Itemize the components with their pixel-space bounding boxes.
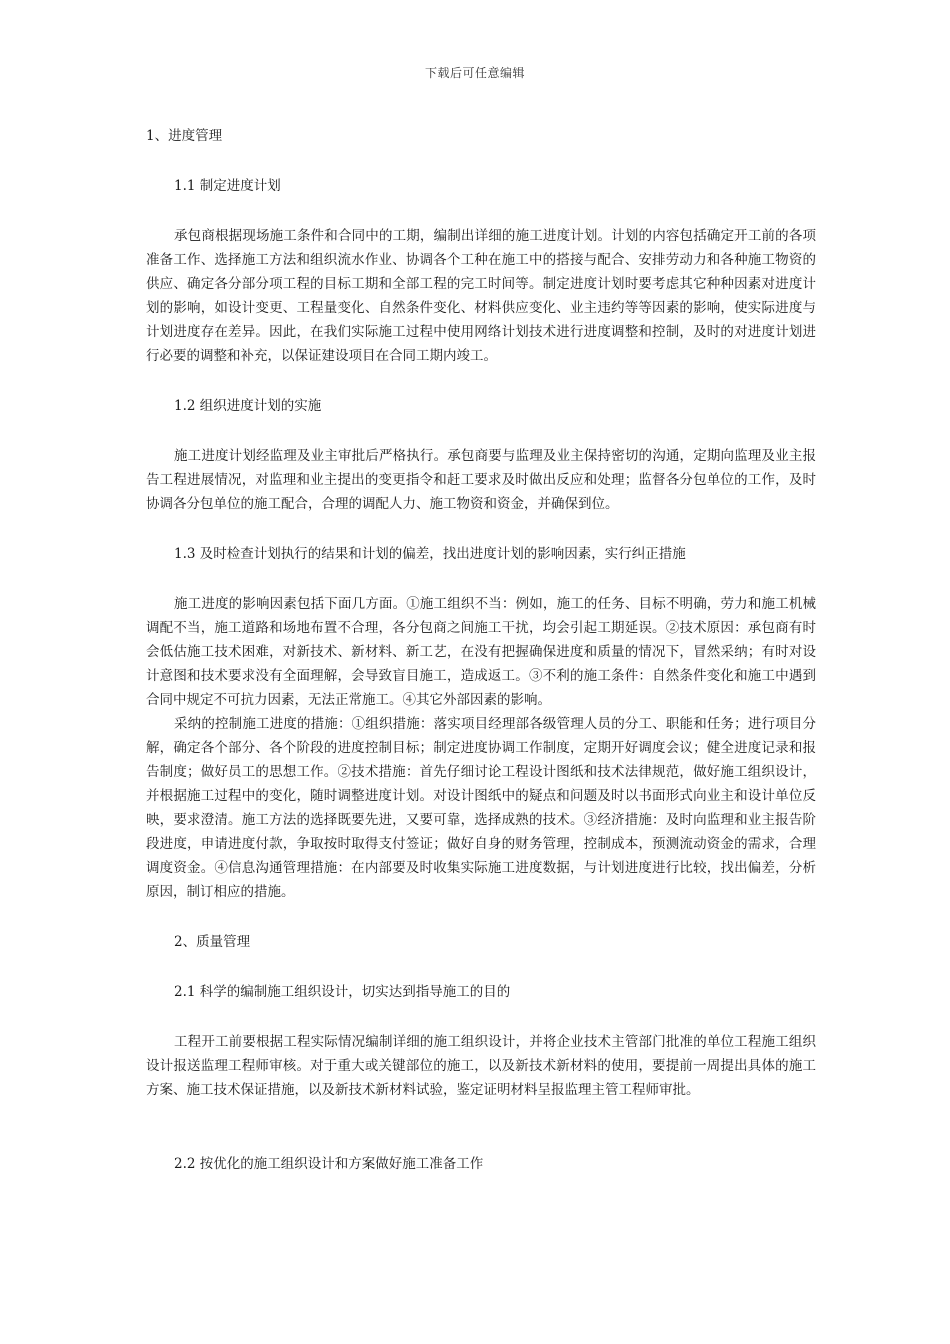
section-1-2-paragraph: 施工进度计划经监理及业主审批后严格执行。承包商要与监理及业主保持密切的沟通，定期向监理及业主报告工程进展情况，对监理和业主提出的变更指令和赶工要求及时做出反应和处理；监督各分包单位的工作，及时协调各分包单位的施工配合，合理的调配人力、施工物资和资金，并确保到位。 bbox=[146, 448, 816, 512]
section-1-2-title: 1.2 组织进度计划的实施 bbox=[174, 398, 322, 414]
section-1-3-title: 1.3 及时检查计划执行的结果和计划的偏差，找出进度计划的影响因素，实行纠正措施 bbox=[174, 546, 686, 562]
page-header-note: 下载后可任意编辑 bbox=[424, 66, 525, 80]
blank-line bbox=[146, 1128, 816, 1152]
section-2-1-paragraph: 工程开工前要根据工程实际情况编制详细的施工组织设计，并将企业技术主管部门批准的单位工程施工组织设计报送监理工程师审核。对于重大或关键部位的施工，以及新技术新材料的使用，要提前一周提出具体的施工方案、施工技术保证措施，以及新技术新材料试验，鉴定证明材料呈报监理主管工程师审批。 bbox=[146, 1034, 816, 1098]
section-1-title: 1、进度管理 bbox=[146, 128, 223, 144]
section-1-3-paragraph-factors: 施工进度的影响因素包括下面几方面。①施工组织不当：例如，施工的任务、目标不明确，劳力和施工机械调配不当，施工道路和场地布置不合理，各分包商之间施工干扰，均会引起工期延误。②技术原因：承包商有时会低估施工技术困难，对新技术、新材料、新工艺，在没有把握确保进度和质量的情况下，冒然采纳；有时对设计意图和技术要求没有全面理解，会导致盲目施工，造成返工。③不利的施工条件：自然条件变化和施工中遇到合同中规定不可抗力因素，无法正常施工。④其它外部因素的影响。 bbox=[146, 596, 816, 708]
section-2-2-title: 2.2 按优化的施工组织设计和方案做好施工准备工作 bbox=[174, 1156, 484, 1172]
section-1-1-paragraph: 承包商根据现场施工条件和合同中的工期，编制出详细的施工进度计划。计划的内容包括确定开工前的各项准备工作、选择施工方法和组织流水作业、协调各个工种在施工中的搭接与配合、安排劳动力和各种施工物资的供应、确定各分部分项工程的目标工期和全部工程的完工时间等。制定进度计划时要考虑其它种种因素对进度计划的影响，如设计变更、工程量变化、自然条件变化、材料供应变化、业主违约等等因素的影响，使实际进度与计划进度存在差异。因此，在我们实际施工过程中使用网络计划技术进行进度调整和控制，及时的对进度计划进行必要的调整和补充，以保证建设项目在合同工期内竣工。 bbox=[146, 228, 816, 364]
section-1-1-title: 1.1 制定进度计划 bbox=[174, 178, 281, 194]
section-1-3-paragraph-measures: 采纳的控制施工进度的措施：①组织措施：落实项目经理部各级管理人员的分工、职能和任务；进行项目分解，确定各个部分、各个阶段的进度控制目标；制定进度协调工作制度，定期开好调度会议；健全进度记录和报告制度；做好员工的思想工作。②技术措施：首先仔细讨论工程设计图纸和技术法律规范，做好施工组织设计，并根据施工过程中的变化，随时调整进度计划。对设计图纸中的疑点和问题及时以书面形式向业主和设计单位反映，要求澄清。施工方法的选择既要先进，又要可靠，选择成熟的技术。③经济措施：及时向监理和业主报告阶段进度，申请进度付款，争取按时取得支付签证；做好自身的财务管理，控制成本，预测流动资金的需求，合理调度资金。④信息沟通管理措施：在内部要及时收集实际施工进度数据，与计划进度进行比较，找出偏差，分析原因，制订相应的措施。 bbox=[146, 716, 816, 900]
document-body bbox=[146, 124, 816, 1202]
section-2-1-title: 2.1 科学的编制施工组织设计，切实达到指导施工的目的 bbox=[174, 984, 511, 1000]
section-2-title: 2、质量管理 bbox=[174, 934, 251, 950]
